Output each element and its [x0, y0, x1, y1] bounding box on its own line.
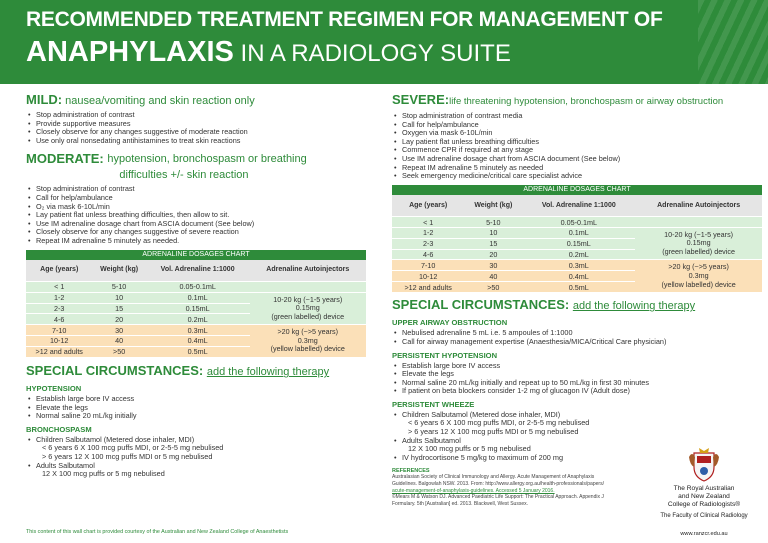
cell-volume: 0.15mL [522, 238, 635, 249]
cell-age: 1-2 [392, 228, 464, 239]
list-item: • Children Salbutamol (Metered dose inhaler, MDI) [26, 436, 366, 445]
list-item: • Commence CPR if required at any stage [392, 146, 762, 155]
upper-airway-heading: UPPER AIRWAY OBSTRUCTION [392, 318, 508, 328]
header-banner [0, 0, 768, 84]
cell-empty [250, 282, 366, 293]
cell-volume: 0.5mL [522, 282, 635, 293]
cell-weight: >50 [92, 346, 145, 357]
reference-line: Australasian Society of Clinical Immunology and Allergy. Acute Management of Anaphylaxis [392, 474, 595, 481]
cell-weight: 5-10 [92, 282, 145, 293]
bronchospasm-heading: BRONCHOSPASM [26, 424, 92, 434]
cell-weight: 10 [92, 292, 145, 303]
severe-heading [392, 92, 762, 110]
table-row [26, 325, 366, 336]
reference-line: ©Mears M & Watson DJ. Advanced Paediatric Life Support: The Practical Approach. Appendix J [392, 494, 604, 501]
mild-heading [26, 92, 366, 109]
list-item: • Call for help/ambulance [26, 194, 366, 203]
header-anaphylaxis: ANAPHYLAXIS [26, 36, 234, 68]
header-title-line1: RECOMMENDED TREATMENT REGIMEN FOR MANAGEMENT OF [26, 8, 663, 31]
table-row [392, 217, 762, 228]
cell-age: 2-3 [26, 303, 92, 314]
column-header: Weight (kg) [92, 260, 145, 282]
column-header: Age (years) [26, 260, 92, 282]
cell-volume: 0.05-0.1mL [146, 282, 250, 293]
cell-age: 10-12 [26, 336, 92, 347]
cell-volume: 0.1mL [522, 228, 635, 239]
column-header: Vol. Adrenaline 1:1000 [522, 195, 635, 217]
list-item: • Nebulised adrenaline 5 mL i.e. 5 ampoules of 1:1000 [392, 329, 762, 338]
hypotension-heading: HYPOTENSION [26, 384, 82, 394]
autoinjector-orange-cell [250, 325, 366, 357]
list-item: • O₂ via mask 6-10L/min [26, 203, 366, 212]
list-item: • Stop administration of contrast media [392, 112, 762, 121]
persistent-wheeze-heading: PERSISTENT WHEEZE [392, 399, 475, 409]
list-item: • Seek emergency medicine/critical care specialist advice [392, 172, 762, 181]
cell-volume: 0.05-0.1mL [522, 217, 635, 228]
cell-age: 1-2 [26, 292, 92, 303]
list-item: • Adults Salbutamol [26, 462, 366, 471]
cell-weight: 15 [464, 238, 522, 249]
faculty-name: The Faculty of Clinical Radiology [660, 513, 748, 519]
special-right-heading [392, 297, 762, 314]
special-right-subtitle: add the following therapy [572, 300, 696, 313]
cell-volume: 0.2mL [522, 249, 635, 260]
special-right-title: SPECIAL CIRCUMSTANCES: [392, 297, 570, 313]
college-logo [654, 447, 754, 537]
list-item: • Repeat IM adrenaline 5 minutely as needed [392, 164, 762, 173]
severe-title: SEVERE: [392, 92, 450, 107]
cell-volume: 0.3mL [146, 325, 250, 336]
moderate-heading [26, 151, 366, 183]
cell-volume: 0.4mL [522, 271, 635, 282]
right-column [392, 92, 762, 507]
org-line: The Royal Australian [673, 485, 735, 492]
ai-orange-line: >20 kg (~>5 years) [277, 327, 339, 337]
list-item: • Stop administration of contrast [26, 185, 366, 194]
references-heading: REFERENCES [392, 468, 430, 475]
list-item: • Provide supportive measures [26, 120, 366, 129]
moderate-subtitle-line2: difficulties +/- skin reaction [119, 169, 249, 182]
list-item: • Elevate the legs [26, 404, 366, 413]
severe-subtitle: life threatening hypotension, bronchospasm or airway obstruction [449, 96, 724, 107]
ai-green-line: 0.15mg [295, 303, 320, 313]
cell-age: 4-6 [26, 314, 92, 325]
cell-weight: 40 [92, 336, 145, 347]
list-item: • Call for airway management expertise (Anaesthesia/MICA/Critical Care physician) [392, 338, 762, 347]
list-item: • Oxygen via mask 6-10L/min [392, 129, 762, 138]
ai-green-line: 0.15mg [686, 238, 711, 248]
cell-age: < 1 [392, 217, 464, 228]
persistent-hypotension-list [392, 362, 762, 396]
list-item: • Establish large bore IV access [392, 362, 762, 371]
table-row [392, 260, 762, 271]
list-item: • Closely observe for any changes suggestive of moderate reaction [26, 128, 366, 137]
special-left-title: SPECIAL CIRCUMSTANCES: [26, 363, 204, 379]
list-item: • Repeat IM adrenaline 5 minutely as needed. [26, 237, 366, 246]
ai-orange-line: >20 kg (~>5 years) [668, 262, 729, 272]
hypotension-list [26, 395, 366, 421]
cell-volume: 0.1mL [146, 292, 250, 303]
mild-title: MILD: [26, 92, 63, 107]
list-item: • IV hydrocortisone 5 mg/kg to maximum of 200 mg [392, 454, 762, 463]
reference-link[interactable]: acute-management-of-anaphylaxis-guidelines. Accessed 5 January 2016. [392, 487, 555, 494]
org-name [654, 485, 754, 509]
cell-weight: >50 [464, 282, 522, 293]
list-item: < 6 years 6 X 100 mcg puffs MDI, or 2-5-5 mg nebulised [42, 443, 224, 453]
cell-volume: 0.3mL [522, 260, 635, 271]
ai-orange-line: 0.3mg [297, 335, 318, 345]
column-header: Adrenaline Autoinjectors [250, 260, 366, 282]
ai-orange-line: 0.3mg [688, 271, 709, 281]
moderate-list [26, 185, 366, 245]
upper-airway-list [392, 329, 762, 346]
list-item: • If patient on beta blockers consider 1-2 mg of glucagon IV (Adult dose) [392, 387, 762, 396]
ai-green-line: (green labelled) device [271, 311, 345, 321]
cell-age: >12 and adults [392, 282, 464, 293]
cell-empty [635, 217, 762, 228]
moderate-subtitle-line1: hypotension, bronchospasm or breathing [107, 153, 307, 166]
cell-age: 2-3 [392, 238, 464, 249]
moderate-subtitle [107, 151, 306, 183]
autoinjector-green-cell [250, 292, 366, 324]
cell-weight: 20 [464, 249, 522, 260]
cell-age: >12 and adults [26, 346, 92, 357]
persistent-hypotension-heading: PERSISTENT HYPOTENSION [392, 350, 498, 360]
special-left-subtitle: add the following therapy [206, 366, 330, 379]
cell-volume: 0.2mL [146, 314, 250, 325]
special-left-heading [26, 363, 366, 380]
header-title-line2 [26, 36, 511, 69]
table-row [26, 282, 366, 293]
list-item: • Call for help/ambulance [392, 121, 762, 130]
cell-age: 4-6 [392, 249, 464, 260]
column-header: Adrenaline Autoinjectors [635, 195, 762, 217]
list-item: > 6 years 12 X 100 mcg puffs MDI or 5 mg nebulised [42, 452, 213, 462]
dosage-table-right [392, 185, 762, 293]
footer-note: This content of this wall chart is provided courtesy of the Australian and New Zealand College of Anaesthetists [26, 529, 289, 535]
cell-age: < 1 [26, 282, 92, 293]
cell-weight: 10 [464, 228, 522, 239]
reference-line: Guidelines. Balgowlah NSW. 2013. From: http://www.allergy.org.au/health-professionals/papers/ [392, 481, 604, 488]
cell-volume: 0.15mL [146, 303, 250, 314]
table-row [26, 292, 366, 303]
website-link[interactable]: www.ranzcr.edu.au [680, 531, 728, 537]
reference-line: Formulary. 5th [Australian] ed. 2013. Blackwell, West Sussex. [392, 500, 528, 507]
ai-green-line: 10-20 kg (~1-5 years) [273, 294, 343, 304]
cell-age: 7-10 [392, 260, 464, 271]
ai-orange-line: (yellow labelled) device [661, 279, 736, 289]
list-item: • Lay patient flat unless breathing difficulties, then allow to sit. [26, 211, 366, 220]
list-item: • Use only oral nonsedating antihistamines to treat skin reactions [26, 137, 366, 146]
table-caption: ADRENALINE DOSAGES CHART [26, 250, 366, 260]
ai-orange-line: (yellow labelled) device [270, 344, 345, 354]
cell-weight: 15 [92, 303, 145, 314]
cell-weight: 20 [92, 314, 145, 325]
cell-age: 7-10 [26, 325, 92, 336]
list-item: • Normal saline 20 mL/kg initially and repeat up to 50 mL/kg in first 30 minutes [392, 379, 762, 388]
list-item: • Normal saline 20 mL/kg initially [26, 412, 366, 421]
header-title-rest: IN A RADIOLOGY SUITE [233, 40, 511, 67]
org-line: College of Radiologists® [667, 501, 741, 508]
cell-weight: 40 [464, 271, 522, 282]
column-header: Age (years) [392, 195, 464, 217]
ai-green-line: (green labelled) device [662, 247, 735, 257]
mild-list [26, 111, 366, 145]
cell-age: 10-12 [392, 271, 464, 282]
list-item: • Elevate the legs [392, 370, 762, 379]
autoinjector-orange-cell [635, 260, 762, 292]
header-stripes [698, 0, 768, 84]
list-item: • Use IM adrenaline dosage chart from ASCIA document (See below) [26, 220, 366, 229]
mild-subtitle: nausea/vomiting and skin reaction only [62, 95, 255, 107]
table-caption: ADRENALINE DOSAGES CHART [392, 185, 762, 195]
severe-list [392, 112, 762, 181]
list-item: • Establish large bore IV access [26, 395, 366, 404]
cell-volume: 0.5mL [146, 346, 250, 357]
list-item: • Closely observe for any changes suggestive of severe reaction [26, 228, 366, 237]
list-item: • Adults Salbutamol [392, 437, 762, 446]
left-column [26, 92, 366, 483]
list-item: • Stop administration of contrast [26, 111, 366, 120]
cell-weight: 5-10 [464, 217, 522, 228]
ai-green-line: 10-20 kg (~1-5 years) [664, 229, 734, 239]
crest-icon [687, 447, 721, 483]
cell-weight: 30 [464, 260, 522, 271]
column-header: Weight (kg) [464, 195, 522, 217]
list-item: • Children Salbutamol (Metered dose inhaler, MDI) [392, 411, 762, 420]
list-item: • Lay patient flat unless breathing difficulties [392, 138, 762, 147]
dosage-table-left [26, 250, 366, 358]
cell-weight: 30 [92, 325, 145, 336]
list-item: > 6 years 12 X 100 mcg puffs MDI or 5 mg nebulised [408, 427, 579, 437]
list-item: 12 X 100 mcg puffs or 5 mg nebulised [42, 469, 165, 479]
org-line: and New Zealand [678, 493, 730, 500]
list-item: < 6 years 6 X 100 mcg puffs MDI, or 2-5-5 mg nebulised [408, 418, 590, 428]
table-row [392, 228, 762, 239]
moderate-title: MODERATE: [26, 151, 104, 167]
list-item: 12 X 100 mcg puffs or 5 mg nebulised [408, 444, 531, 454]
column-header: Vol. Adrenaline 1:1000 [146, 260, 250, 282]
list-item: • Use IM adrenaline dosage chart from ASCIA document (See below) [392, 155, 762, 164]
cell-volume: 0.4mL [146, 336, 250, 347]
bronchospasm-list [26, 436, 366, 479]
autoinjector-green-cell [635, 228, 762, 260]
